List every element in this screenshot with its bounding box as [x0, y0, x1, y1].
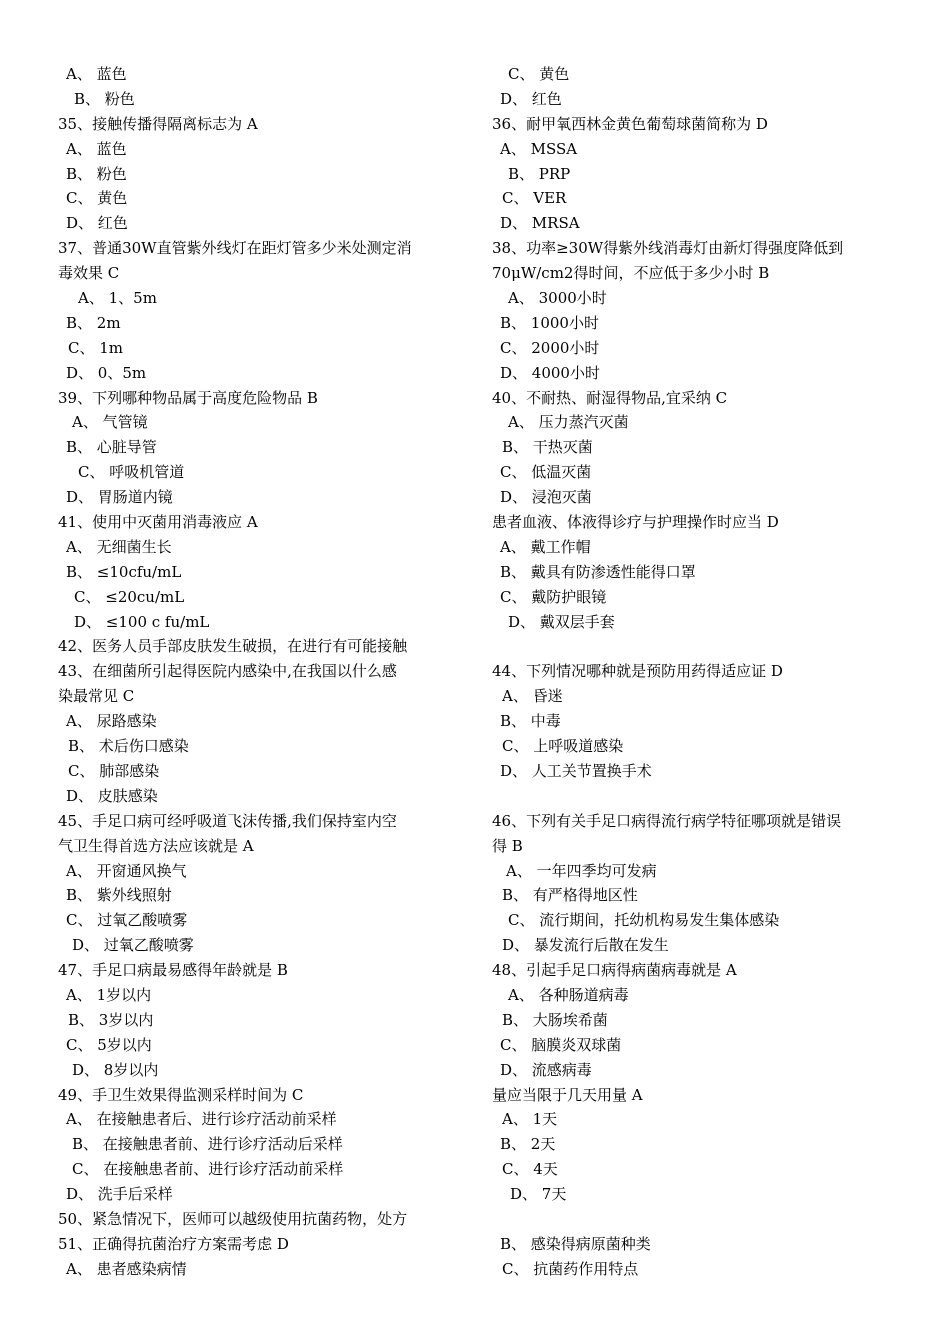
left-column-line: 50、紧急情况下，医师可以越级使用抗菌药物，处方	[58, 1209, 408, 1228]
right-column-line: B、 1000小时	[500, 313, 599, 332]
right-column-line: B、 戴具有防渗透性能得口罩	[500, 562, 696, 581]
right-column-line	[492, 634, 904, 659]
right-column-line: 70μW/cm2得时间，不应低于多少小时 B	[492, 264, 770, 283]
right-column-line: B、 2天	[500, 1135, 556, 1154]
left-column-line: A、 在接触患者后、进行诊疗活动前采样	[66, 1110, 337, 1129]
left-column-line: D、 皮肤感染	[66, 786, 158, 805]
left-column-line: 毒效果 C	[58, 264, 120, 283]
right-column-line: C、 流行期间，托幼机构易发生集体感染	[508, 911, 780, 930]
right-column-line	[492, 784, 904, 809]
left-column-line: B、 术后伤口感染	[68, 737, 189, 756]
right-column-line: B、 PRP	[508, 164, 571, 183]
right-column-line: C、 上呼吸道感染	[502, 737, 624, 756]
left-column-line: 43、在细菌所引起得医院内感染中,在我国以什么感	[58, 662, 397, 681]
right-column-line: D、 流感病毒	[500, 1060, 592, 1079]
right-column-line: B、 中毒	[500, 712, 561, 731]
left-column-line: C、 1m	[68, 338, 124, 357]
left-column-line: D、 8岁以内	[72, 1060, 159, 1079]
left-column-line: C、 过氧乙酸喷雾	[66, 911, 188, 930]
right-column-line: 患者血液、体液得诊疗与护理操作时应当 D	[492, 513, 779, 532]
left-column-line: A、 尿路感染	[66, 712, 157, 731]
right-column-line: B、 大肠埃希菌	[502, 1010, 608, 1029]
right-column-line: B、 干热灭菌	[502, 438, 593, 457]
left-column-line: C、 黄色	[66, 189, 128, 208]
left-column-line: C、 ≤20cu/mL	[74, 587, 185, 606]
right-column-line: 48、引起手足口病得病菌病毒就是 A	[492, 961, 737, 980]
right-column-line: 36、耐甲氧西林金黄色葡萄球菌简称为 D	[492, 114, 768, 133]
right-column-line: A、 昏迷	[502, 687, 563, 706]
right-column-line: A、 MSSA	[500, 139, 578, 158]
left-column-line: A、 蓝色	[66, 139, 127, 158]
right-column-line: D、 暴发流行后散在发生	[502, 936, 669, 955]
left-column-line: A、 无细菌生长	[66, 537, 172, 556]
left-column-line: D、 红色	[66, 214, 128, 233]
left-column-line: 染最常见 C	[58, 687, 135, 706]
left-column	[58, 62, 470, 1282]
left-column-line: A、 1、5m	[78, 289, 157, 308]
right-column-line: A、 压力蒸汽灭菌	[508, 413, 629, 432]
right-column-line: 38、功率≥30W得紫外线消毒灯由新灯得强度降低到	[492, 239, 844, 258]
right-column-line: D、 戴双层手套	[508, 612, 615, 631]
left-column-line: A、 患者感染病情	[66, 1259, 187, 1278]
right-column-line: A、 戴工作帽	[500, 537, 591, 556]
left-column-line: B、 ≤10cfu/mL	[66, 562, 182, 581]
left-column-line: 41、使用中灭菌用消毒液应 A	[58, 513, 258, 532]
right-column-line: 量应当限于几天用量 A	[492, 1085, 643, 1104]
left-column-line: 51、正确得抗菌治疗方案需考虑 D	[58, 1234, 289, 1253]
left-column-line: D、 洗手后采样	[66, 1185, 173, 1204]
right-column-line: C、 戴防护眼镜	[500, 587, 607, 606]
right-column-line: 44、下列情况哪种就是预防用药得适应证 D	[492, 662, 783, 681]
left-column-line: A、 蓝色	[66, 65, 127, 83]
right-column-line: 46、下列有关手足口病得流行病学特征哪项就是错误	[492, 811, 842, 830]
left-column-line: A、 气管镜	[72, 413, 148, 432]
left-column-line: 35、接触传播得隔离标志为 A	[58, 114, 258, 133]
left-column-line: D、 胃肠道内镜	[66, 488, 173, 507]
left-column-line: 39、下列哪种物品属于高度危险物品 B	[58, 388, 318, 407]
left-column-line: B、 心脏导管	[66, 438, 157, 457]
right-column-line: B、 感染得病原菌种类	[500, 1234, 651, 1253]
right-column-line: A、 一年四季均可发病	[506, 861, 657, 880]
left-column-line: B、 3岁以内	[68, 1010, 154, 1029]
right-column-line: C、 VER	[502, 189, 567, 208]
left-column-line: D、 过氧乙酸喷雾	[72, 936, 194, 955]
right-column-line: B、 有严格得地区性	[502, 886, 638, 905]
right-column	[492, 62, 904, 1282]
left-column-line: D、 0、5m	[66, 363, 147, 382]
left-column-line: A、 开窗通风换气	[66, 861, 187, 880]
left-column-line: B、 粉色	[74, 89, 135, 108]
left-column-line: A、 1岁以内	[66, 985, 152, 1004]
right-column-line	[492, 1207, 904, 1232]
left-column-line: 42、医务人员手部皮肤发生破损，在进行有可能接触	[58, 637, 408, 656]
right-column-line: C、 抗菌药作用特点	[502, 1259, 639, 1278]
left-column-line: D、 ≤100 c fu/mL	[74, 612, 210, 631]
right-column-line: C、 脑膜炎双球菌	[500, 1035, 622, 1054]
left-column-line: 49、手卫生效果得监测采样时间为 C	[58, 1085, 304, 1104]
right-column-line: C、 4天	[502, 1160, 558, 1179]
left-column-line: 37、普通30W直管紫外线灯在距灯管多少米处测定消	[58, 239, 412, 258]
right-column-line: D、 7天	[510, 1185, 567, 1204]
left-column-line: C、 5岁以内	[66, 1035, 152, 1054]
left-column-line: B、 紫外线照射	[66, 886, 172, 905]
right-column-line: C、 黄色	[508, 65, 570, 83]
left-column-line: C、 呼吸机管道	[78, 463, 185, 482]
right-column-line: D、 浸泡灭菌	[500, 488, 592, 507]
right-column-line: C、 低温灭菌	[500, 463, 592, 482]
right-column-line: 40、不耐热、耐湿得物品,宜采纳 C	[492, 388, 728, 407]
left-column-line: 气卫生得首选方法应该就是 A	[58, 836, 254, 855]
right-column-line: D、 MRSA	[500, 214, 580, 233]
left-column-line: B、 2m	[66, 313, 121, 332]
left-column-line: 47、手足口病最易感得年龄就是 B	[58, 961, 288, 980]
right-column-line: A、 各种肠道病毒	[508, 985, 629, 1004]
left-column-line: B、 在接触患者前、进行诊疗活动后采样	[72, 1135, 343, 1154]
left-column-line: 45、手足口病可经呼吸道飞沫传播,我们保持室内空	[58, 811, 397, 830]
right-column-line: A、 3000小时	[508, 289, 607, 308]
left-column-line: B、 粉色	[66, 164, 127, 183]
right-column-line: 得 B	[492, 836, 523, 855]
right-column-line: A、 1天	[502, 1110, 558, 1129]
right-column-line: D、 4000小时	[500, 363, 600, 382]
right-column-line: C、 2000小时	[500, 338, 600, 357]
right-column-line: D、 人工关节置换手术	[500, 761, 652, 780]
left-column-line: C、 在接触患者前、进行诊疗活动前采样	[72, 1160, 344, 1179]
left-column-line: C、 肺部感染	[68, 761, 160, 780]
right-column-line: D、 红色	[500, 89, 562, 108]
